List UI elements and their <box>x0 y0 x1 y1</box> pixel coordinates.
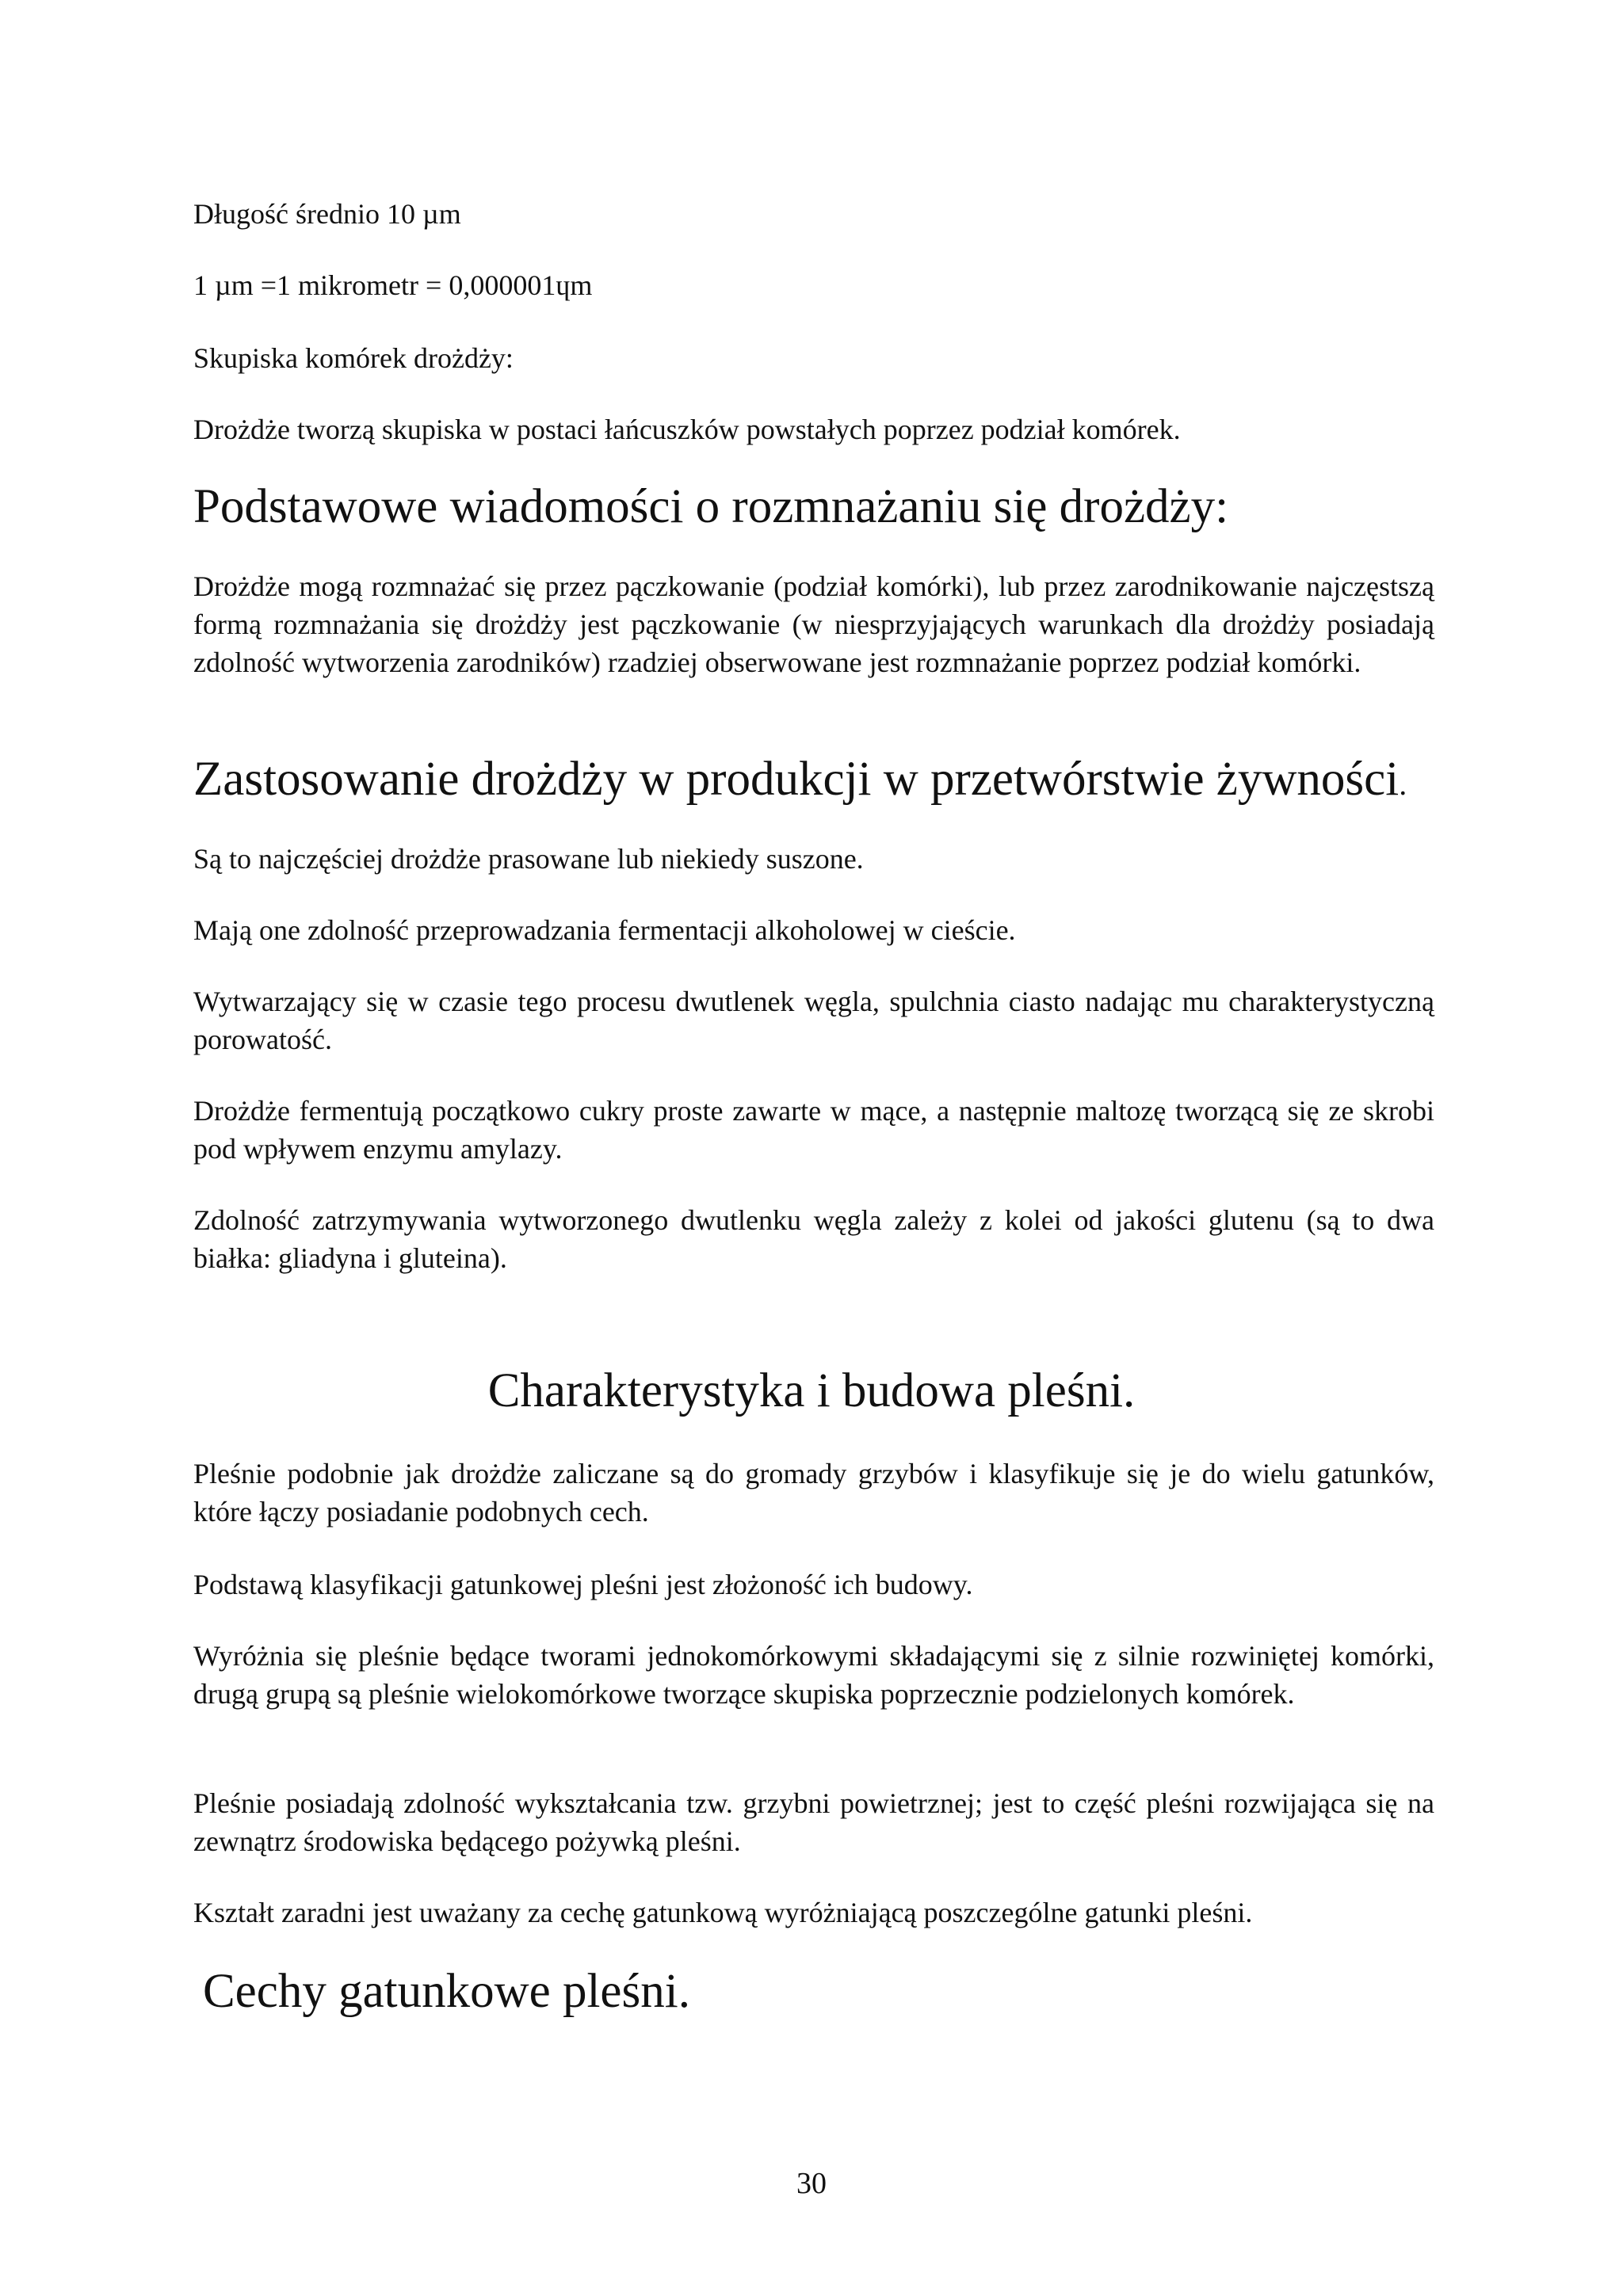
paragraph-spore-shape: Kształt zaradni jest uważany za cechę gatunkową wyróżniającą poszczególne gatunki pleśni. <box>193 1897 1253 1928</box>
heading-yeast-reproduction: Podstawowe wiadomości o rozmnażaniu się drożdży: <box>193 480 1229 533</box>
paragraph-micrometer: 1 µm =1 mikrometr = 0,000001ɥm <box>193 269 593 301</box>
paragraph-aerial-mycelium: Pleśnie posiadają zdolność wykształcania tzw. grzybni powietrznej; jest to część pleśni rozwijająca się na zewnątrz środowiska będącego pożywką pleśni. <box>193 1787 1434 1857</box>
paragraph-sugars: Drożdże fermentują początkowo cukry proste zawarte w mące, a następnie maltozę tworzącą się ze skrobi pod wpływem enzymu amylazy. <box>193 1095 1434 1165</box>
page-number: 30 <box>796 2167 827 2200</box>
paragraph-yeast-clusters-title: Skupiska komórek drożdży: <box>193 342 514 374</box>
paragraph-mold-classification: Pleśnie podobnie jak drożdże zaliczane są do gromady grzybów i klasyfikuje się je do wielu gatunków, które łączy posiadanie podobnych cech. <box>193 1458 1434 1527</box>
paragraph-carbon-dioxide: Wytwarzający się w czasie tego procesu dwutlenek węgla, spulchnia ciasto nadając mu charakterystyczną porowatość. <box>193 986 1434 1055</box>
heading-yeast-application <box>193 751 1407 813</box>
heading-yeast-application-text: Zastosowanie drożdży w produkcji w przetwórstwie żywności <box>193 753 1400 806</box>
heading-mold-characteristics: Charakterystyka i budowa pleśni. <box>487 1364 1136 1417</box>
paragraph-gluten: Zdolność zatrzymywania wytworzonego dwutlenku węgla zależy z kolei od jakości glutenu (są to dwa białka: gliadyna i gluteina). <box>193 1204 1434 1274</box>
paragraph-yeast-reproduction: Drożdże mogą rozmnażać się przez pączkowanie (podział komórki), lub przez zarodnikowanie najczęstszą formą rozmnażania się drożdży jest pączkowanie (w niesprzyjających warunkach dla drożdży posiadają zdolność wytworzenia zarodników) rzadziej obserwowane jest rozmnażanie poprzez podział komórki. <box>193 570 1434 678</box>
paragraph-fermentation: Mają one zdolność przeprowadzania fermentacji alkoholowej w cieście. <box>193 914 1016 946</box>
paragraph-length: Długość średnio 10 µm <box>193 198 461 230</box>
heading-mold-species-features: Cechy gatunkowe pleśni. <box>203 1965 690 2018</box>
paragraph-mold-types: Wyróżnia się pleśnie będące tworami jednokomórkowymi składającymi się z silnie rozwiniętej komórki, drugą grupą są pleśnie wielokomórkowe tworzące skupiska poprzecznie podzielonych komórek. <box>193 1640 1434 1710</box>
paragraph-pressed-yeast: Są to najczęściej drożdże prasowane lub niekiedy suszone. <box>193 843 864 875</box>
paragraph-yeast-clusters: Drożdże tworzą skupiska w postaci łańcuszków powstałych poprzez podział komórek. <box>193 414 1181 445</box>
heading-yeast-application-period: . <box>1399 766 1407 802</box>
paragraph-mold-basis: Podstawą klasyfikacji gatunkowej pleśni jest złożoność ich budowy. <box>193 1569 973 1600</box>
